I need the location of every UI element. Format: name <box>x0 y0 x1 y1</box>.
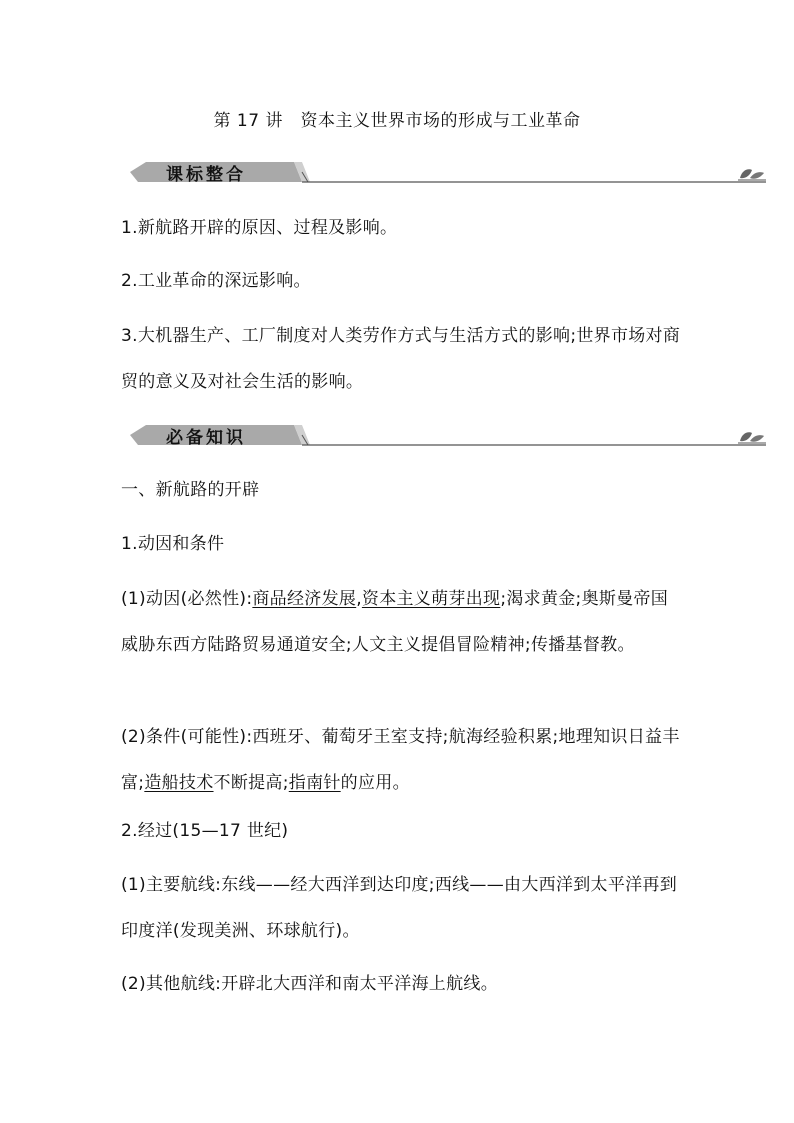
paragraph-conditions <box>121 714 681 806</box>
curriculum-item-1: 1.新航路开辟的原因、过程及影响。 <box>121 218 398 238</box>
section-banner-curriculum <box>126 158 772 188</box>
section-banner-knowledge <box>126 421 772 451</box>
heading-new-routes: 一、新航路的开辟 <box>121 480 260 500</box>
text-segment: , <box>356 589 362 609</box>
paragraph-main-routes: (1)主要航线:东线——经大西洋到达印度;西线——由大西洋到太平洋再到印度洋(发现美洲、环球航行)。 <box>121 875 678 941</box>
text-segment: 的应用。 <box>340 773 410 793</box>
text-segment: (1)动因(必然性): <box>121 589 253 609</box>
underlined-text: 资本主义萌芽出现 <box>361 589 501 609</box>
text-segment: (2)条件(可能性):西班牙、葡萄牙王室支持;航海经验积累;地理知识日益丰富; <box>121 727 680 793</box>
curriculum-item-2: 2.工业革命的深远影响。 <box>121 271 311 291</box>
paragraph-motives <box>121 576 681 668</box>
subheading-motives: 1.动因和条件 <box>121 534 225 554</box>
text-segment: 不断提高; <box>213 773 289 793</box>
paragraph-other-routes: (2)其他航线:开辟北大西洋和南太平洋海上航线。 <box>121 974 499 994</box>
section-header-knowledge: 必备知识 <box>166 428 246 448</box>
text-segment: ;渴求黄金;奥斯曼帝国威胁东西方陆路贸易通道安全;人文主义提倡冒险精神;传播基督教。 <box>121 589 669 655</box>
section-header-curriculum: 课标整合 <box>166 165 246 185</box>
underlined-text: 商品经济发展 <box>252 589 357 609</box>
underlined-text: 造船技术 <box>144 773 214 793</box>
curriculum-item-3: 3.大机器生产、工厂制度对人类劳作方式与生活方式的影响;世界市场对商贸的意义及对社会生活的影响。 <box>121 326 681 392</box>
subheading-process: 2.经过(15—17 世纪) <box>121 821 289 841</box>
leaf-icon <box>738 169 766 180</box>
underlined-text: 指南针 <box>288 773 341 793</box>
page-title: 第 17 讲 资本主义世界市场的形成与工业革命 <box>213 111 581 131</box>
leaf-icon <box>738 432 766 443</box>
